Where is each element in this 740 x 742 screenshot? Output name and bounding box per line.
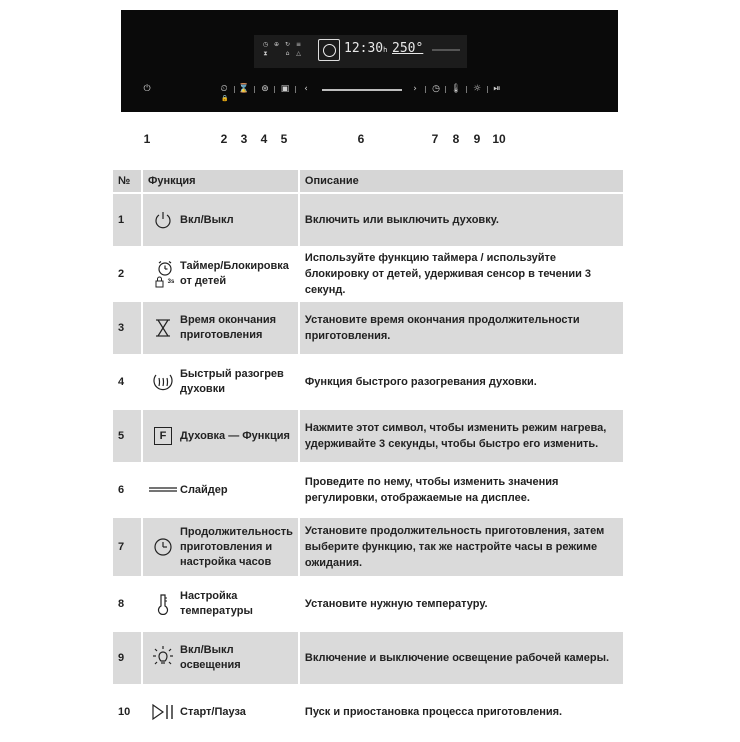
table-row bbox=[112, 577, 624, 631]
function-description: Установите время окончания продолжительности приготовления. bbox=[299, 301, 624, 355]
lock-icon: ⌂ bbox=[285, 50, 290, 57]
thermometer-icon bbox=[148, 593, 178, 615]
row-number: 6 bbox=[112, 463, 142, 517]
function-label: Вкл/Выкл bbox=[180, 213, 234, 226]
oven-control-panel bbox=[121, 10, 618, 112]
function-description: Пуск и приостановка процесса приготовления. bbox=[299, 685, 624, 739]
fan-mode-icon bbox=[318, 39, 340, 61]
table-row bbox=[112, 247, 624, 301]
function-description: Проведите по нему, чтобы изменить значения регулировки, отображаемые на дисплее. bbox=[299, 463, 624, 517]
function-label: Старт/Пауза bbox=[180, 705, 246, 718]
slider[interactable] bbox=[322, 89, 402, 91]
callout-number: 6 bbox=[357, 132, 365, 146]
rapid-heat-icon bbox=[148, 371, 178, 393]
hourglass-icon bbox=[148, 318, 178, 338]
clock-icon: ◷ bbox=[262, 41, 269, 48]
table-row bbox=[112, 409, 624, 463]
display-temperature: 250° bbox=[392, 41, 424, 56]
header-function: Функция bbox=[142, 169, 299, 193]
three-seconds-label: 3s bbox=[167, 279, 175, 285]
oven-display bbox=[254, 35, 467, 68]
function-label: Духовка — Функция bbox=[180, 429, 290, 442]
callout-number: 2 bbox=[220, 132, 228, 146]
timer-lock-icon bbox=[148, 260, 178, 288]
row-number: 2 bbox=[112, 247, 142, 301]
timer-icon[interactable]: ⏲ bbox=[220, 84, 228, 94]
grill-icon: ≡ bbox=[295, 41, 302, 48]
row-number: 7 bbox=[112, 517, 142, 577]
callout-number: 10 bbox=[492, 132, 506, 146]
function-f-icon[interactable]: ▣ bbox=[280, 84, 290, 94]
table-row bbox=[112, 193, 624, 247]
table-row bbox=[112, 517, 624, 577]
row-number: 3 bbox=[112, 301, 142, 355]
row-number: 8 bbox=[112, 577, 142, 631]
row-number: 10 bbox=[112, 685, 142, 739]
function-label: Настройка температуры bbox=[180, 590, 253, 617]
function-label: Вкл/Выкл освещения bbox=[180, 644, 241, 671]
slider-right-arrow-icon[interactable]: › bbox=[413, 84, 417, 94]
display-status-icons bbox=[260, 40, 318, 64]
power-icon[interactable]: ⏻ bbox=[143, 84, 151, 94]
callout-number: 1 bbox=[143, 132, 151, 146]
function-description: Функция быстрого разогревания духовки. bbox=[299, 355, 624, 409]
table-header-row bbox=[112, 169, 624, 193]
callout-number: 4 bbox=[260, 132, 268, 146]
display-time: 12:30h bbox=[344, 41, 388, 56]
table-row bbox=[112, 355, 624, 409]
function-description: Включение и выключение освещение рабочей камеры. bbox=[299, 631, 624, 685]
callout-number: 9 bbox=[473, 132, 481, 146]
function-description: Установите нужную температуру. bbox=[299, 577, 624, 631]
table-row bbox=[112, 463, 624, 517]
start-pause-icon bbox=[148, 703, 178, 721]
thermometer-icon[interactable]: 🌡 bbox=[450, 84, 462, 94]
function-description: Используйте функцию таймера / используйте блокировку от детей, удерживая сенсор в течении 3 секунд. bbox=[299, 247, 624, 301]
light-bulb-icon[interactable]: ☼ bbox=[472, 84, 482, 94]
callout-number: 7 bbox=[431, 132, 439, 146]
header-description: Описание bbox=[299, 169, 624, 193]
hourglass-icon: ⧗ bbox=[263, 50, 268, 57]
callout-number: 3 bbox=[240, 132, 248, 146]
child-lock-icon: 🔒 bbox=[221, 96, 229, 102]
function-description: Установите продолжительность приготовления, затем выберите функцию, так же настройте часы в режиме ожидания. bbox=[299, 517, 624, 577]
bell-icon: △ bbox=[296, 50, 301, 57]
callout-number: 5 bbox=[280, 132, 288, 146]
table-row bbox=[112, 631, 624, 685]
callout-number: 8 bbox=[452, 132, 460, 146]
function-label: Слайдер bbox=[180, 483, 228, 496]
clock-icon[interactable]: ◷ bbox=[432, 84, 440, 94]
power-icon bbox=[148, 211, 178, 229]
return-icon: ↻ bbox=[284, 41, 291, 48]
function-description: Включить или выключить духовку. bbox=[299, 193, 624, 247]
function-table bbox=[111, 168, 625, 740]
row-number: 4 bbox=[112, 355, 142, 409]
row-number: 1 bbox=[112, 193, 142, 247]
function-f-icon: F bbox=[148, 427, 178, 445]
slider-left-arrow-icon[interactable]: ‹ bbox=[304, 84, 308, 94]
header-number: № bbox=[112, 169, 142, 193]
hourglass-icon[interactable]: ⌛ bbox=[238, 84, 250, 94]
clock-icon bbox=[148, 537, 178, 557]
table-row bbox=[112, 301, 624, 355]
function-label: Время окончания приготовления bbox=[180, 314, 277, 341]
table-row bbox=[112, 685, 624, 739]
row-number: 9 bbox=[112, 631, 142, 685]
function-label: Быстрый разогрев духовки bbox=[180, 368, 284, 395]
start-pause-icon[interactable]: ⏯ bbox=[493, 84, 501, 94]
row-number: 5 bbox=[112, 409, 142, 463]
function-label: Таймер/Блокировка от детей bbox=[180, 260, 289, 287]
function-label: Продолжительность приготовления и настройка часов bbox=[180, 525, 293, 568]
rotate-icon: ⊕ bbox=[273, 41, 280, 48]
display-progress-bar bbox=[432, 49, 460, 51]
slider-icon bbox=[148, 486, 178, 494]
function-description: Нажмите этот символ, чтобы изменить режим нагрева, удерживайте 3 секунды, чтобы быстро его изменить. bbox=[299, 409, 624, 463]
rapid-heat-icon[interactable]: ⊛ bbox=[261, 84, 269, 94]
light-bulb-icon bbox=[148, 645, 178, 671]
